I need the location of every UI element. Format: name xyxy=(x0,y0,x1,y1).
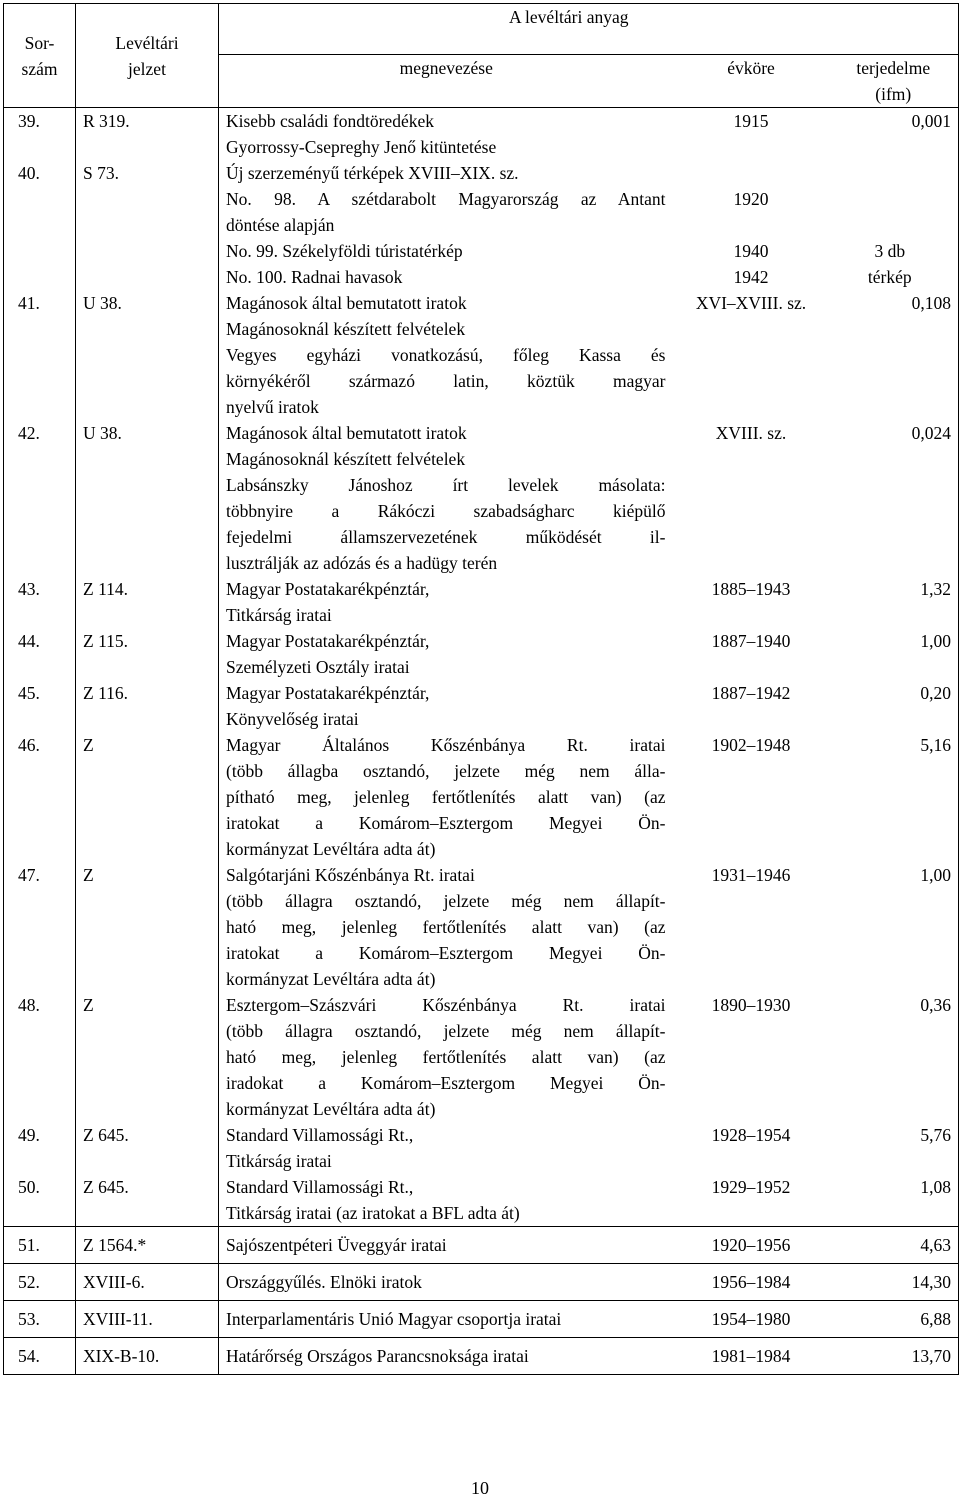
row-evkore: 1981–1984 xyxy=(674,1338,829,1375)
row-terjedelme: 0,024 xyxy=(829,420,959,576)
row-number: 50. xyxy=(4,1174,76,1227)
megnevezes-line: Magyar Postatakarékpénztár, xyxy=(226,631,430,651)
row-megnevezes xyxy=(219,680,674,732)
row-megnevezes xyxy=(219,1227,674,1264)
row-number: 53. xyxy=(4,1301,76,1338)
megnevezes-line: környékéről származó latin, köztük magyar xyxy=(226,371,666,391)
header-evkore: évköre xyxy=(674,55,829,108)
megnevezes-line: Standard Villamossági Rt., xyxy=(226,1125,414,1145)
megnevezes-line: Magánosoknál készített felvételek xyxy=(226,319,466,339)
row-terjedelme: 13,70 xyxy=(829,1338,959,1375)
row-megnevezes xyxy=(219,420,674,576)
megnevezes-line: Kisebb családi fondtöredékek xyxy=(226,111,434,131)
row-terjedelme: 6,88 xyxy=(829,1301,959,1338)
row-jelzet: Z 115. xyxy=(76,628,219,680)
row-number: 39. xyxy=(4,108,76,161)
table-row xyxy=(4,1338,959,1375)
terjedelme-line: térkép xyxy=(867,267,912,287)
row-megnevezes xyxy=(219,108,674,161)
table-row xyxy=(4,1174,959,1227)
row-jelzet: XVIII-11. xyxy=(76,1301,219,1338)
megnevezes-line: Titkárság iratai xyxy=(226,1151,332,1171)
row-jelzet: S 73. xyxy=(76,160,219,290)
row-jelzet: U 38. xyxy=(76,290,219,420)
row-terjedelme: 4,63 xyxy=(829,1227,959,1264)
megnevezes-line: Standard Villamossági Rt., xyxy=(226,1177,414,1197)
row-terjedelme xyxy=(829,160,959,290)
megnevezes-line: No. 100. Radnai havasok xyxy=(226,267,403,287)
row-evkore xyxy=(674,160,829,290)
megnevezes-line: Személyzeti Osztály iratai xyxy=(226,657,410,677)
row-evkore: 1915 xyxy=(733,111,769,131)
row-megnevezes xyxy=(219,992,674,1122)
row-terjedelme: 0,36 xyxy=(829,992,959,1122)
header-jelzet-line2: jelzet xyxy=(128,58,166,79)
spacer xyxy=(829,186,952,212)
megnevezes-line: pítható meg, jelenleg fertőtlenítés alatt van) (az xyxy=(226,787,666,807)
megnevezes-line: iratokat a Komárom–Esztergom Megyei Ön- xyxy=(226,943,666,963)
megnevezes-line: Határőrség Országos Parancsnoksága iratai xyxy=(226,1346,529,1366)
header-jelzet-line1: Levéltári xyxy=(115,32,179,53)
row-megnevezes xyxy=(219,576,674,628)
row-number: 40. xyxy=(4,160,76,290)
megnevezes-line: Új szerzeményű térképek XVIII–XIX. sz. xyxy=(226,163,519,183)
megnevezes-line: (több állagba osztandó, jelzete még nem álla- xyxy=(226,761,666,781)
header-group-title: A levéltári anyag xyxy=(219,4,959,55)
row-megnevezes xyxy=(219,732,674,862)
table-row xyxy=(4,732,959,862)
row-jelzet: Z 645. xyxy=(76,1122,219,1174)
row-terjedelme: 5,76 xyxy=(829,1122,959,1174)
row-jelzet: Z 645. xyxy=(76,1174,219,1227)
row-number: 52. xyxy=(4,1264,76,1301)
megnevezes-line: fejedelmi államszervezetének működését il- xyxy=(226,527,666,547)
table-row xyxy=(4,862,959,992)
row-number: 49. xyxy=(4,1122,76,1174)
row-terjedelme: 1,00 xyxy=(829,628,959,680)
spacer xyxy=(674,160,829,186)
megnevezes-line: lusztrálják az adózás és a hadügy terén xyxy=(226,553,498,573)
row-jelzet: U 38. xyxy=(76,420,219,576)
row-terjedelme: 0,001 xyxy=(829,108,959,161)
megnevezes-line: Országgyűlés. Elnöki iratok xyxy=(226,1272,422,1292)
row-megnevezes xyxy=(219,290,674,420)
megnevezes-line: kormányzat Levéltára adta át) xyxy=(226,1099,436,1119)
megnevezes-line: Vegyes egyházi vonatkozású, főleg Kassa és xyxy=(226,345,666,365)
table-row xyxy=(4,1264,959,1301)
megnevezes-line: (több állagra osztandó, jelzete még nem állapít- xyxy=(226,891,666,911)
megnevezes-line: Magyar Postatakarékpénztár, xyxy=(226,683,430,703)
row-jelzet: R 319. xyxy=(76,108,219,161)
row-evkore: 1920–1956 xyxy=(674,1227,829,1264)
table-row xyxy=(4,680,959,732)
row-megnevezes xyxy=(219,1338,674,1375)
table-row xyxy=(4,628,959,680)
megnevezes-line: ható meg, jelenleg fertőtlenítés alatt van) (az xyxy=(226,917,666,937)
megnevezes-line: Magánosoknál készített felvételek xyxy=(226,449,466,469)
row-evkore: 1887–1942 xyxy=(711,683,791,703)
table-row xyxy=(4,420,959,576)
document-page xyxy=(3,3,958,1375)
archive-table xyxy=(3,3,959,1375)
terjedelme-line: 3 db xyxy=(874,241,906,261)
megnevezes-line: iratokat a Komárom–Esztergom Megyei Ön- xyxy=(226,813,666,833)
evkore-line: 1940 xyxy=(733,241,769,261)
row-jelzet: XVIII-6. xyxy=(76,1264,219,1301)
spacer xyxy=(829,160,952,186)
megnevezes-line: kormányzat Levéltára adta át) xyxy=(226,839,436,859)
spacer xyxy=(674,212,829,238)
row-evkore: 1887–1940 xyxy=(711,631,791,651)
row-terjedelme: 1,32 xyxy=(829,576,959,628)
megnevezes-line: többnyire a Rákóczi szabadságharc kiépülő xyxy=(226,501,666,521)
row-terjedelme: 5,16 xyxy=(829,732,959,862)
row-megnevezes xyxy=(219,1122,674,1174)
row-evkore: 1931–1946 xyxy=(711,865,791,885)
megnevezes-line: Salgótarjáni Kőszénbánya Rt. iratai xyxy=(226,865,475,885)
row-number: 48. xyxy=(4,992,76,1122)
row-terjedelme: 1,08 xyxy=(829,1174,959,1227)
megnevezes-line: Titkárság iratai (az iratokat a BFL adta át) xyxy=(226,1203,520,1223)
megnevezes-line: Magyar Postatakarékpénztár, xyxy=(226,579,430,599)
megnevezes-line: Magyar Általános Kőszénbánya Rt. iratai xyxy=(226,735,666,755)
header-terjedelme xyxy=(829,55,959,108)
header-sorszam xyxy=(4,4,76,108)
megnevezes-line: Magánosok által bemutatott iratok xyxy=(226,423,467,443)
row-number: 51. xyxy=(4,1227,76,1264)
megnevezes-line: No. 99. Székelyföldi túristatérkép xyxy=(226,241,463,261)
row-jelzet: XIX-B-10. xyxy=(76,1338,219,1375)
table-body xyxy=(4,108,959,1375)
evkore-line: 1920 xyxy=(733,189,769,209)
row-evkore: XVIII. sz. xyxy=(715,423,787,443)
table-row xyxy=(4,290,959,420)
megnevezes-line: Magánosok által bemutatott iratok xyxy=(226,293,467,313)
megnevezes-line: Sajószentpéteri Üveggyár iratai xyxy=(226,1235,447,1255)
page-number: 10 xyxy=(471,1478,489,1498)
row-evkore: 1956–1984 xyxy=(674,1264,829,1301)
row-number: 43. xyxy=(4,576,76,628)
table-row xyxy=(4,160,959,290)
header-terjedelme-line2: (ifm) xyxy=(875,84,912,104)
evkore-line: 1942 xyxy=(733,267,769,287)
row-evkore: 1902–1948 xyxy=(711,735,791,755)
header-sorszam-line2: szám xyxy=(21,58,58,79)
row-number: 47. xyxy=(4,862,76,992)
row-megnevezes xyxy=(219,1301,674,1338)
table-row xyxy=(4,108,959,161)
row-evkore: 1885–1943 xyxy=(711,579,791,599)
header-row-1 xyxy=(4,4,959,55)
header-jelzet xyxy=(76,4,219,108)
megnevezes-line: ható meg, jelenleg fertőtlenítés alatt van) (az xyxy=(226,1047,666,1067)
megnevezes-line: Labsánszky Jánoshoz írt levelek másolata: xyxy=(226,475,666,495)
header-terjedelme-line1: terjedelme xyxy=(856,58,931,78)
row-jelzet: Z xyxy=(76,992,219,1122)
megnevezes-line: Interparlamentáris Unió Magyar csoportja iratai xyxy=(226,1309,562,1329)
spacer xyxy=(829,212,952,238)
megnevezes-line: Titkárság iratai xyxy=(226,605,332,625)
row-jelzet: Z xyxy=(76,862,219,992)
row-jelzet: Z xyxy=(76,732,219,862)
megnevezes-line: nyelvű iratok xyxy=(226,397,319,417)
row-megnevezes xyxy=(219,628,674,680)
table-row xyxy=(4,992,959,1122)
row-jelzet: Z 1564.* xyxy=(76,1227,219,1264)
megnevezes-line: Gyorrossy-Csepreghy Jenő kitüntetése xyxy=(226,137,497,157)
row-number: 44. xyxy=(4,628,76,680)
row-megnevezes xyxy=(219,862,674,992)
megnevezes-line: Esztergom–Szászvári Kőszénbánya Rt. iratai xyxy=(226,995,666,1015)
header-megnevezes: megnevezése xyxy=(219,55,674,108)
table-row xyxy=(4,1301,959,1338)
row-jelzet: Z 114. xyxy=(76,576,219,628)
row-evkore: XVI–XVIII. sz. xyxy=(695,293,807,313)
row-number: 41. xyxy=(4,290,76,420)
megnevezes-line: Könyvelőség iratai xyxy=(226,709,359,729)
row-terjedelme: 14,30 xyxy=(829,1264,959,1301)
row-terjedelme: 0,108 xyxy=(829,290,959,420)
row-evkore: 1928–1954 xyxy=(711,1125,791,1145)
table-row xyxy=(4,1227,959,1264)
megnevezes-line: No. 98. A szétdarabolt Magyarország az Antant xyxy=(226,189,666,209)
row-number: 54. xyxy=(4,1338,76,1375)
row-evkore: 1954–1980 xyxy=(674,1301,829,1338)
row-evkore: 1929–1952 xyxy=(711,1177,791,1197)
row-megnevezes xyxy=(219,1264,674,1301)
row-megnevezes xyxy=(219,160,674,290)
row-megnevezes xyxy=(219,1174,674,1227)
megnevezes-line: (több állagra osztandó, jelzete még nem állapít- xyxy=(226,1021,666,1041)
header-sorszam-line1: Sor- xyxy=(24,32,55,53)
row-number: 42. xyxy=(4,420,76,576)
row-evkore: 1890–1930 xyxy=(711,995,791,1015)
row-terjedelme: 1,00 xyxy=(829,862,959,992)
megnevezes-line: döntése alapján xyxy=(226,215,335,235)
table-row xyxy=(4,1122,959,1174)
row-number: 46. xyxy=(4,732,76,862)
row-jelzet: Z 116. xyxy=(76,680,219,732)
row-number: 45. xyxy=(4,680,76,732)
megnevezes-line: iradokat a Komárom–Esztergom Megyei Ön- xyxy=(226,1073,666,1093)
table-row xyxy=(4,576,959,628)
row-terjedelme: 0,20 xyxy=(829,680,959,732)
megnevezes-line: kormányzat Levéltára adta át) xyxy=(226,969,436,989)
